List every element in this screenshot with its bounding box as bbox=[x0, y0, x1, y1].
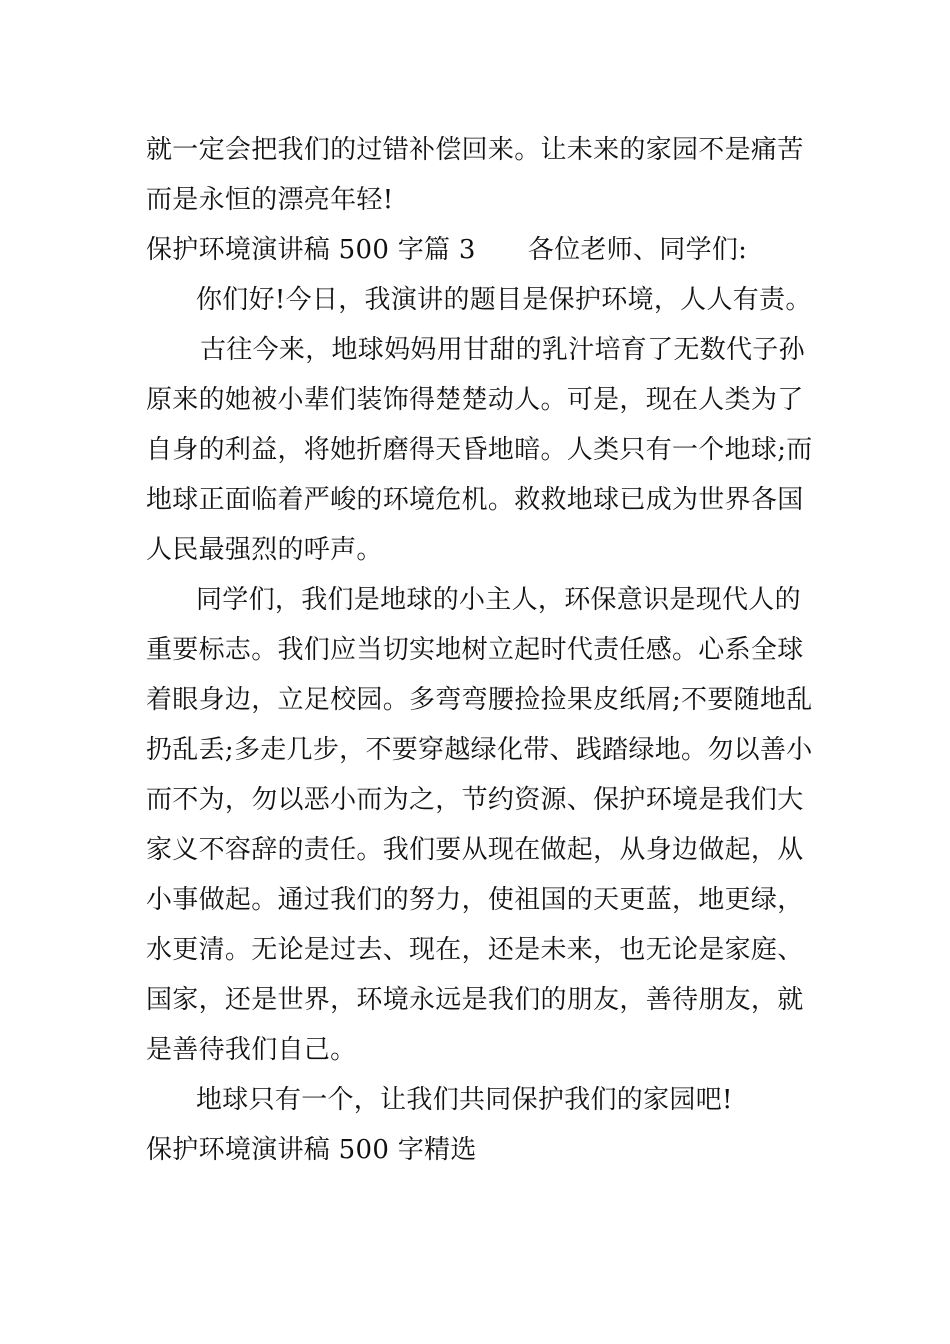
section-heading: 保护环境演讲稿 500 字篇 3 bbox=[146, 235, 476, 265]
paragraph-line: 就一定会把我们的过错补偿回来。让未来的家园不是痛苦 bbox=[146, 135, 804, 165]
paragraph-line: 而不为，勿以恶小而为之，节约资源、保护环境是我们大 bbox=[146, 785, 804, 815]
paragraph-line: 重要标志。我们应当切实地树立起时代责任感。心系全球 bbox=[146, 635, 804, 665]
paragraph-line: 地球正面临着严峻的环境危机。救救地球已成为世界各国 bbox=[146, 485, 804, 515]
paragraph-line: 原来的她被小辈们装饰得楚楚动人。可是，现在人类为了 bbox=[146, 385, 804, 415]
paragraph-line: 而是永恒的漂亮年轻! bbox=[146, 185, 394, 215]
paragraph-line: 自身的利益，将她折磨得天昏地暗。人类只有一个地球;而 bbox=[146, 435, 813, 465]
paragraph-line: 家义不容辞的责任。我们要从现在做起，从身边做起，从 bbox=[146, 835, 804, 865]
paragraph-line: 着眼身边，立足校园。多弯弯腰捡捡果皮纸屑;不要随地乱 bbox=[146, 685, 813, 715]
salutation: 各位老师、同学们: bbox=[527, 235, 748, 265]
paragraph-line: 是善待我们自己。 bbox=[146, 1035, 357, 1065]
paragraph-line: 国家，还是世界，环境永远是我们的朋友，善待朋友，就 bbox=[146, 985, 804, 1015]
paragraph-line: 你们好!今日，我演讲的题目是保护环境，人人有责。 bbox=[196, 285, 812, 315]
section-heading: 保护环境演讲稿 500 字精选 bbox=[146, 1135, 477, 1165]
paragraph-line: 扔乱丢;多走几步，不要穿越绿化带、践踏绿地。勿以善小 bbox=[146, 735, 813, 765]
paragraph-line: 古往今来，地球妈妈用甘甜的乳汁培育了无数代子孙 bbox=[200, 335, 805, 365]
paragraph-line: 水更清。无论是过去、现在，还是未来，也无论是家庭、 bbox=[146, 935, 804, 965]
paragraph-line: 同学们，我们是地球的小主人，环保意识是现代人的 bbox=[196, 585, 801, 615]
section-heading-line bbox=[146, 234, 747, 266]
paragraph-line: 地球只有一个，让我们共同保护我们的家园吧! bbox=[196, 1085, 733, 1115]
paragraph-line: 小事做起。通过我们的努力，使祖国的天更蓝，地更绿， bbox=[146, 885, 804, 915]
paragraph-line: 人民最强烈的呼声。 bbox=[146, 535, 383, 565]
